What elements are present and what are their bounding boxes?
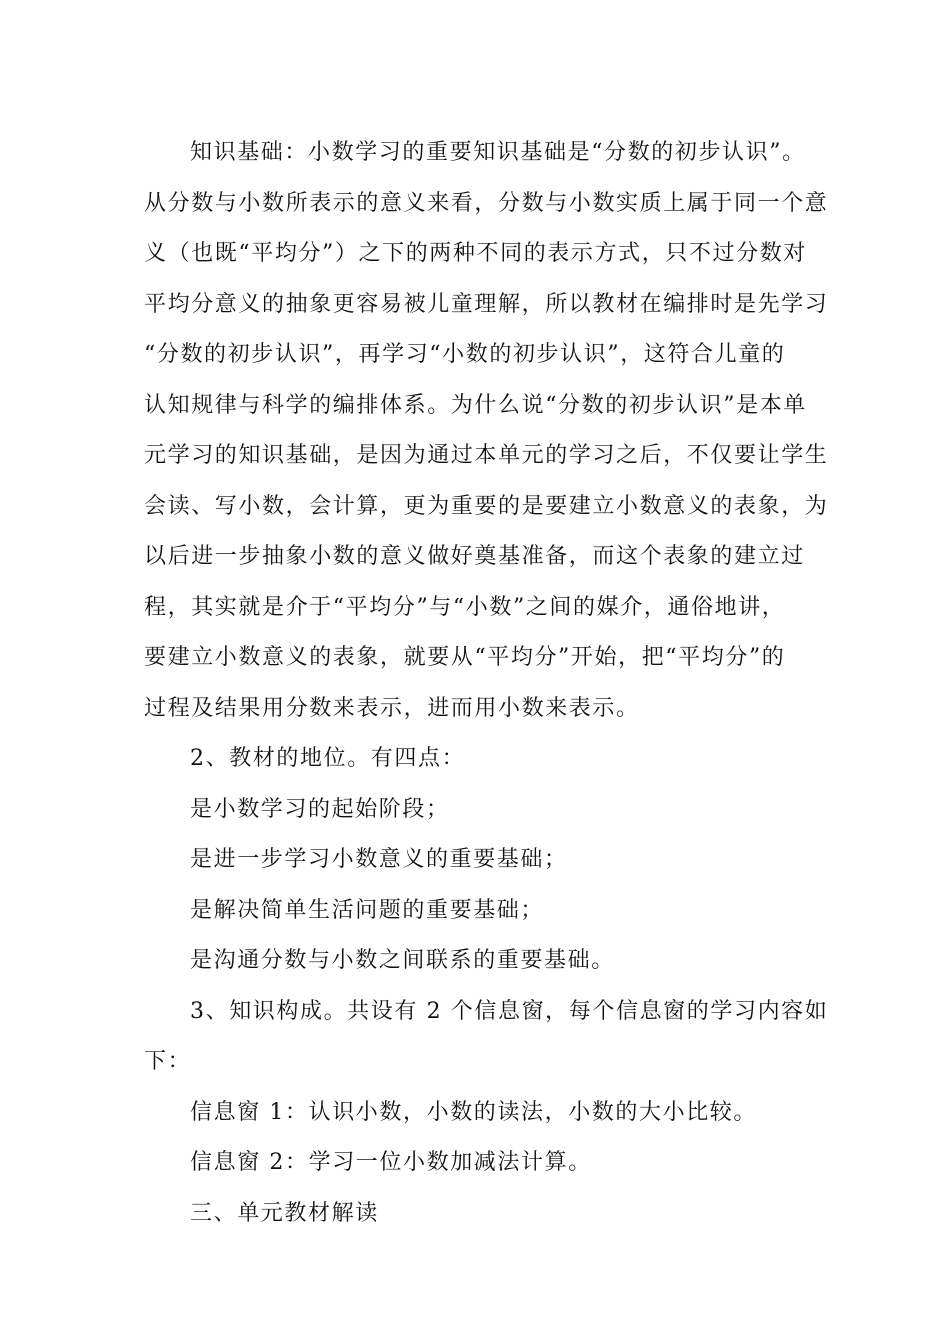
text-line: 知识基础：小数学习的重要知识基础是“分数的初步认识”。 bbox=[190, 140, 806, 165]
text-line: “分数的初步认识”，再学习“小数的初步认识”，这符合儿童的 bbox=[144, 342, 786, 367]
paragraph-info-window-2 bbox=[144, 1138, 806, 1189]
paragraph-status-item bbox=[144, 886, 806, 937]
text-line: 平均分意义的抽象更容易被儿童理解，所以教材在编排时是先学习 bbox=[144, 291, 829, 317]
paragraph-status-item bbox=[144, 835, 806, 886]
text-line: 是解决简单生活问题的重要基础； bbox=[190, 897, 545, 923]
text-line: 认知规律与科学的编排体系。为什么说“分数的初步认识”是本单 bbox=[144, 392, 807, 418]
text-line: 是小数学习的起始阶段； bbox=[190, 796, 450, 822]
text-line: 元学习的知识基础，是因为通过本单元的学习之后，不仅要让学生 bbox=[144, 443, 829, 468]
text-line: 从分数与小数所表示的意义来看，分数与小数实质上属于同一个意 bbox=[144, 190, 829, 216]
text-line: 三、单元教材解读 bbox=[190, 1200, 379, 1226]
paragraph-textbook-status-heading bbox=[144, 734, 806, 785]
text-line: 要建立小数意义的表象，就要从“平均分”开始，把“平均分”的 bbox=[144, 645, 786, 670]
text-line: 是进一步学习小数意义的重要基础； bbox=[190, 847, 568, 872]
text-line: 3、知识构成。共设有 2 个信息窗，每个信息窗的学习内容如 bbox=[190, 998, 829, 1024]
text-line: 是沟通分数与小数之间联系的重要基础。 bbox=[190, 948, 615, 973]
document-body bbox=[144, 128, 829, 1239]
paragraph-info-window-1 bbox=[144, 1088, 806, 1139]
text-line: 信息窗 2：学习一位小数加减法计算。 bbox=[190, 1150, 592, 1175]
text-line: 过程及结果用分数来表示，进而用小数来表示。 bbox=[144, 695, 640, 721]
paragraph-knowledge-basis bbox=[144, 128, 829, 734]
paragraph-knowledge-structure bbox=[144, 987, 829, 1088]
text-line: 会读、写小数，会计算，更为重要的是要建立小数意义的表象，为 bbox=[144, 493, 829, 519]
paragraph-status-item bbox=[144, 785, 806, 836]
text-line: 下： bbox=[144, 1049, 192, 1074]
text-line: 以后进一步抽象小数的意义做好奠基准备，而这个表象的建立过 bbox=[144, 544, 805, 569]
text-line: 信息窗 1：认识小数，小数的读法，小数的大小比较。 bbox=[190, 1099, 757, 1125]
text-line: 2、教材的地位。有四点： bbox=[190, 746, 466, 771]
text-line: 程，其实就是介于“平均分”与“小数”之间的媒介，通俗地讲， bbox=[144, 594, 786, 620]
text-line: 义（也既“平均分”）之下的两种不同的表示方式，只不过分数对 bbox=[144, 241, 807, 266]
paragraph-status-item bbox=[144, 936, 806, 987]
section-heading bbox=[144, 1189, 806, 1240]
